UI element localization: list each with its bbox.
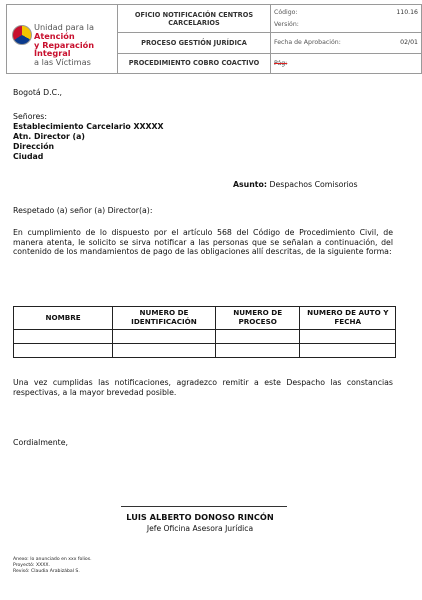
subject-value: Despachos Comisorios [269, 180, 358, 189]
notification-table [13, 306, 396, 358]
table-cell [215, 330, 300, 344]
fecha-label: Fecha de Aprobación: [274, 39, 341, 47]
fecha-value: 02/01 [400, 39, 418, 47]
meta-codigo [271, 5, 422, 33]
col-proceso: NUMERO DE PROCESO [215, 307, 300, 330]
city-date: Bogotá D.C., [13, 88, 63, 97]
logo-line1: Unidad para la [34, 22, 94, 32]
table-row [14, 344, 396, 358]
body-paragraph-1: En cumplimiento de lo dispuesto por el artículo 568 del Código de Procedimiento Civil, de manera atenta, le solicito se sirva notificar a las personas que se señalan a continuación, del contenido de los mandamientos de pago de las obligaciones allí descritas, de la siguiente forma: [13, 228, 393, 257]
codigo-value: 110.16 [396, 9, 418, 17]
logo-line1-bold: Atención [34, 30, 75, 41]
table-cell [300, 330, 396, 344]
table-cell [113, 330, 216, 344]
pag-label: Pág: [274, 59, 288, 67]
document-header [6, 4, 422, 74]
col-identificacion: NUMERO DE IDENTIFICACIÓN [113, 307, 216, 330]
salutation-prefix: Señores: [13, 112, 47, 121]
attention-line: Atn. Director (a) [13, 132, 85, 141]
city-line: Ciudad [13, 152, 44, 161]
colombia-seal-icon [12, 25, 32, 45]
table-header-row [14, 307, 396, 330]
meta-fecha [271, 33, 422, 53]
table-cell [14, 344, 113, 358]
subject-label: Asunto: [233, 180, 267, 189]
table-row [14, 330, 396, 344]
footer-anexo: Anexo: lo anunciado en xxx folios. [13, 557, 92, 562]
signature-line [121, 506, 287, 507]
logo-cell [7, 5, 118, 74]
table-cell [14, 330, 113, 344]
codigo-label: Código: [274, 9, 298, 17]
table-cell [113, 344, 216, 358]
procedure-name: PROCEDIMIENTO COBRO COACTIVO [118, 53, 271, 73]
logo-line2: y Reparación Integral [34, 39, 95, 59]
table-cell [215, 344, 300, 358]
logo-line3: a las Víctimas [34, 57, 91, 68]
col-auto-fecha: NUMERO DE AUTO Y FECHA [300, 307, 396, 330]
closing: Cordialmente, [13, 438, 69, 447]
meta-pag [271, 53, 422, 73]
greeting: Respetado (a) señor (a) Director(a): [13, 206, 153, 215]
document-title: OFICIO NOTIFICACIÓN CENTROS CARCELARIOS [118, 5, 271, 33]
col-nombre: NOMBRE [14, 307, 113, 330]
process-name: PROCESO GESTIÓN JURÍDICA [118, 33, 271, 53]
subject-line [233, 180, 358, 189]
version-label: Versión: [274, 21, 299, 29]
unidad-victimas-logo [10, 5, 114, 73]
body-paragraph-2: Una vez cumplidas las notificaciones, agradezco remitir a este Despacho las constancias respectivas, a la mayor brevedad posible. [13, 378, 393, 397]
table-cell [300, 344, 396, 358]
signer-name: LUIS ALBERTO DONOSO RINCÓN [126, 512, 274, 522]
footer-notes [13, 557, 92, 575]
recipient-name: Establecimiento Carcelario XXXXX [13, 122, 164, 131]
footer-proyecto: Proyectó: XXXX. [13, 563, 51, 568]
footer-reviso: Revisó: Claudia Arabizábal S. [13, 569, 80, 574]
address-line: Dirección [13, 142, 55, 151]
signer-role: Jefe Oficina Asesora Jurídica [146, 524, 254, 533]
